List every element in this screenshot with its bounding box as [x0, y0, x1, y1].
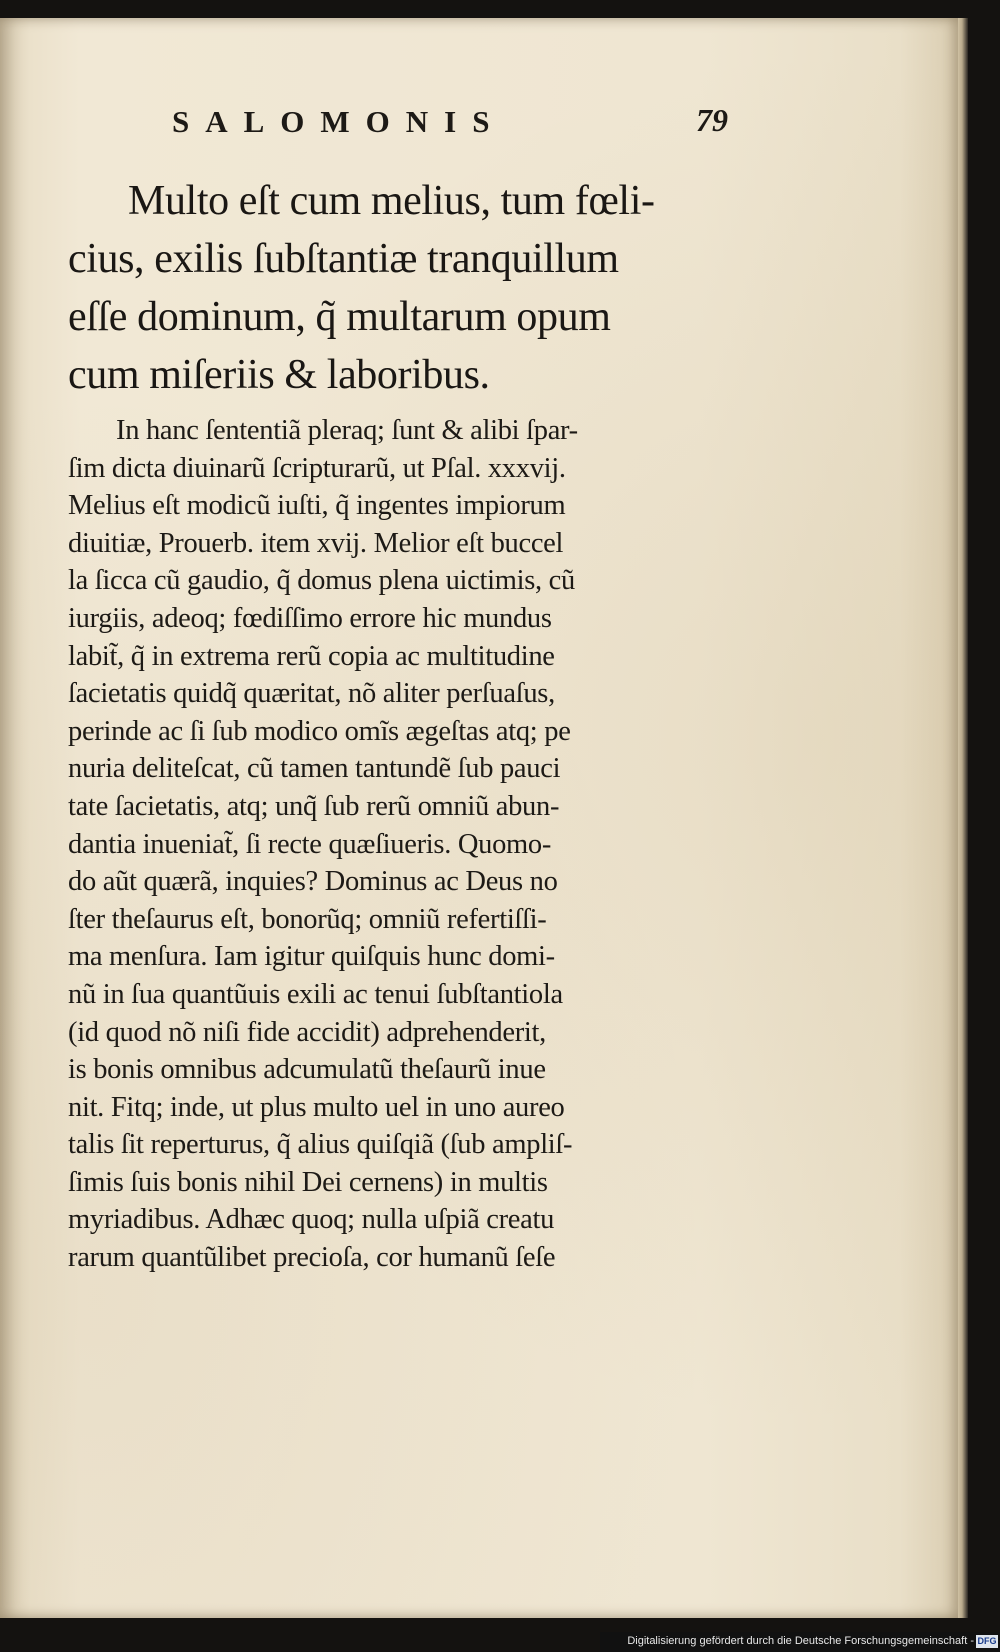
- commentary-line: dantia inueniat̃, ſi recte quæſiueris. Quomo-: [68, 828, 552, 860]
- commentary-line: ſacietatis quidq̃ quæritat, nõ aliter perſuaſus,: [68, 678, 555, 710]
- lemma-line: eſſe dominum, q̃ multarum opum: [68, 294, 611, 340]
- commentary-line: nuria deliteſcat, cũ tamen tantundẽ ſub pauci: [68, 753, 561, 785]
- commentary-line: (id quod nõ niſi fide accidit) adprehenderit,: [68, 1016, 546, 1048]
- commentary-line: rarum quantũlibet precioſa, cor humanũ ſeſe: [68, 1242, 556, 1274]
- commentary-line: myriadibus. Adhæc quoq; nulla uſpiã creatu: [68, 1204, 555, 1236]
- commentary-line: ſimis ſuis bonis nihil Dei cernens) in multis: [68, 1166, 548, 1198]
- commentary-line: nit. Fitq; inde, ut plus multo uel in uno aureo: [68, 1091, 565, 1123]
- commentary-line: Melius eſt modicũ iuſti, q̃ ingentes impiorum: [68, 490, 566, 522]
- commentary-text: [68, 412, 748, 1277]
- page-edge: [958, 18, 968, 1618]
- lemma-text: [68, 172, 748, 404]
- funding-credit: Digitalisierung gefördert durch die Deutsche Forschungsgemeinschaft -: [627, 1635, 974, 1647]
- footer-bar: [600, 1632, 1000, 1652]
- commentary-line: ſter theſaurus eſt, bonorũq; omniũ refertiſſi-: [68, 903, 547, 935]
- commentary-line: is bonis omnibus adcumulatũ theſaurũ inue: [68, 1054, 546, 1086]
- page-number: 79: [696, 102, 728, 138]
- commentary-line: labit̃, q̃ in extrema rerũ copia ac multitudine: [68, 640, 555, 672]
- running-head: [68, 96, 728, 146]
- commentary-line: ſim dicta diuinarũ ſcripturarũ, ut Pſal. xxxvij.: [68, 452, 566, 484]
- commentary-line: nũ in ſua quantũuis exili ac tenui ſubſtantiola: [68, 978, 563, 1010]
- commentary-line: In hanc ſententiã pleraq; ſunt & alibi ſpar-: [116, 415, 578, 446]
- commentary-line: perinde ac ſi ſub modico omĩs ægeſtas atq; pe: [68, 715, 571, 747]
- commentary-line: do aũt quærã, inquies? Dominus ac Deus no: [68, 866, 558, 898]
- lemma-line: Multo eſt cum melius, tum fœli-: [128, 178, 655, 224]
- commentary-line: talis ſit reperturus, q̃ alius quiſqiã (ſub ampliſ-: [68, 1129, 573, 1161]
- commentary-line: ma menſura. Iam igitur quiſquis hunc domi-: [68, 941, 555, 973]
- commentary-line: tate ſacietatis, atq; unq̃ ſub rerũ omniũ abun-: [68, 790, 560, 822]
- commentary-line: diuitiæ, Prouerb. item xvij. Melior eſt buccel: [68, 527, 564, 559]
- lemma-line: cius, exilis ſubſtantiæ tranquillum: [68, 236, 619, 282]
- dfg-logo-icon: DFG: [977, 1636, 997, 1646]
- commentary-line: la ſicca cũ gaudio, q̃ domus plena uictimis, cũ: [68, 565, 575, 597]
- lemma-line: cum miſeriis & laboribus.: [68, 352, 490, 398]
- commentary-line: iurgiis, adeoq; fœdiſſimo errore hic mundus: [68, 602, 552, 634]
- running-title: SALOMONIS: [172, 104, 506, 139]
